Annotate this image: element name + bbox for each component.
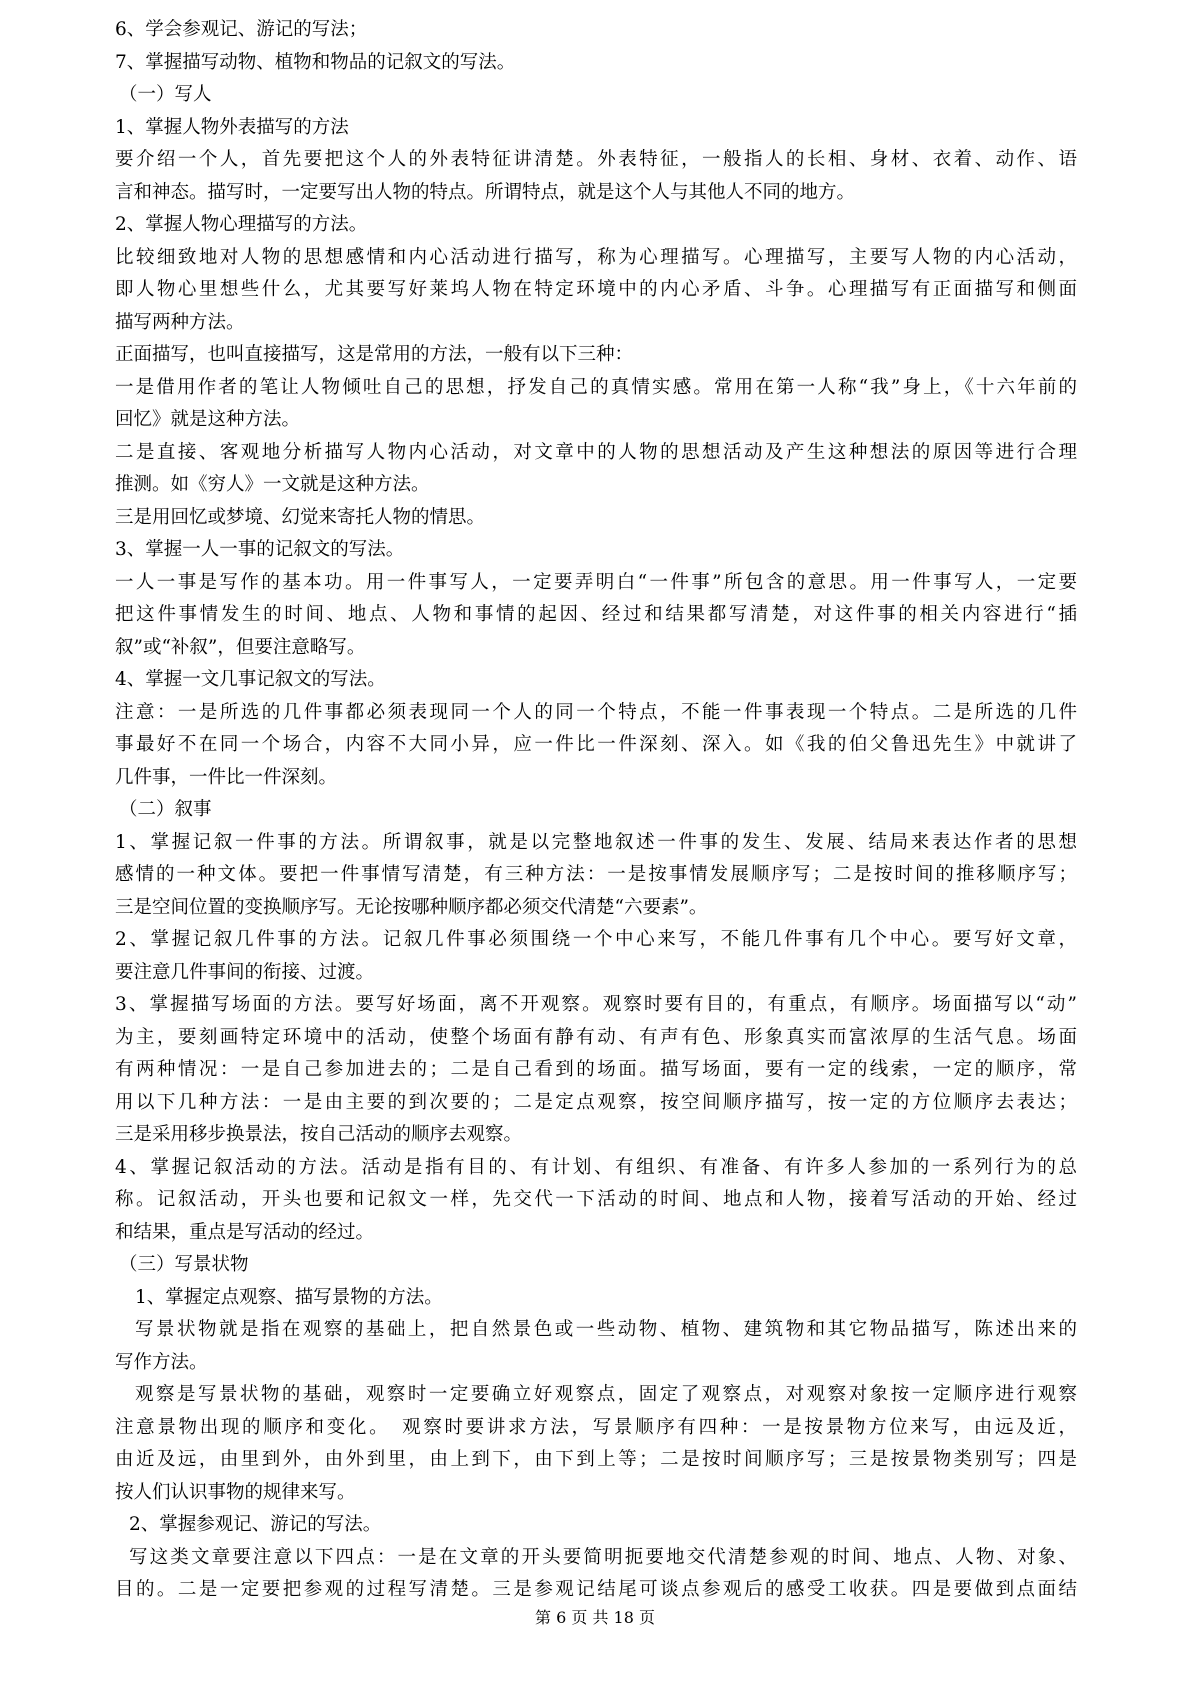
text-line: 1、掌握定点观察、描写景物的方法。 xyxy=(135,1286,443,1308)
text-line: 描写两种方法。 xyxy=(115,311,245,333)
text-line: 注意景物出现的顺序和变化。 观察时要讲求方法，写景顺序有四种：一是按景物方位来写，由远及近， xyxy=(115,1416,1077,1438)
page-footer: 第 6 页 共 18 页 xyxy=(535,1608,655,1627)
text-line: 一人一事是写作的基本功。用一件事写人，一定要弄明白“一件事”所包含的意思。用一件事写人，一定要 xyxy=(115,571,1077,593)
text-line: 写景状物就是指在观察的基础上，把自然景色或一些动物、植物、建筑物和其它物品描写，陈述出来的 xyxy=(135,1319,1077,1340)
text-line: 和结果，重点是写活动的经过。 xyxy=(115,1221,375,1243)
text-line: 写这类文章要注意以下四点：一是在文章的开头要简明扼要地交代清楚参观的时间、地点、人物、对象、 xyxy=(129,1546,1077,1568)
text-line: 观察是写景状物的基础，观察时一定要确立好观察点，固定了观察点，对观察对象按一定顺序进行观察 xyxy=(135,1384,1077,1405)
text-line: 即人物心里想些什么，尤其要写好莱坞人物在特定环境中的内心矛盾、斗争。心理描写有正面描写和侧面 xyxy=(115,279,1077,300)
text-line: 把这件事情发生的时间、地点、人物和事情的起因、经过和结果都写清楚，对这件事的相关内容进行“插 xyxy=(115,604,1077,625)
text-line: （三）写景状物 xyxy=(119,1254,249,1275)
text-line: 注意：一是所选的几件事都必须表现同一个人的同一个特点，不能一件事表现一个特点。二是所选的几件 xyxy=(115,701,1077,723)
text-line: 推测。如《穷人》一文就是这种方法。 xyxy=(115,474,430,495)
text-line: 写作方法。 xyxy=(115,1351,208,1373)
text-line: 2、掌握人物心理描写的方法。 xyxy=(115,214,368,235)
text-line: 用以下几种方法：一是由主要的到次要的；二是定点观察，按空间顺序描写，按一定的方位顺序去表达； xyxy=(115,1091,1077,1113)
text-line: 为主，要刻画特定环境中的活动，使整个场面有静有动、有声有色、形象真实而富浓厚的生活气息。场面 xyxy=(115,1026,1077,1048)
text-line: 三是采用移步换景法，按自己活动的顺序去观察。 xyxy=(115,1124,523,1145)
text-line: 叙”或“补叙”，但要注意略写。 xyxy=(115,636,366,658)
text-line: 称。记叙活动，开头也要和记叙文一样，先交代一下活动的时间、地点和人物，接着写活动的开始、经过 xyxy=(115,1189,1077,1210)
text-line: 6、学会参观记、游记的写法； xyxy=(115,19,368,40)
text-line: 三是空间位置的变换顺序写。无论按哪种顺序都必须交代清楚“六要素”。 xyxy=(115,896,708,918)
text-line: 有两种情况：一是自己参加进去的；二是自己看到的场面。描写场面，要有一定的线索，一定的顺序，常 xyxy=(115,1059,1077,1080)
text-line: 要介绍一个人，首先要把这个人的外表特征讲清楚。外表特征，一般指人的长相、身材、衣着、动作、语 xyxy=(115,149,1077,170)
text-line: 事最好不在同一个场合，内容不大同小异，应一件比一件深刻、深入。如《我的伯父鲁迅先生》中就讲了 xyxy=(115,734,1077,755)
text-line: 几件事，一件比一件深刻。 xyxy=(115,766,338,788)
text-line: 2、掌握参观记、游记的写法。 xyxy=(129,1514,382,1535)
text-line: 感情的一种文体。要把一件事情写清楚，有三种方法：一是按事情发展顺序写；二是按时间的推移顺序写； xyxy=(115,864,1077,885)
text-line: 正面描写，也叫直接描写，这是常用的方法，一般有以下三种： xyxy=(115,344,634,365)
text-line: （二）叙事 xyxy=(119,799,212,820)
text-line: 言和神态。描写时，一定要写出人物的特点。所谓特点，就是这个人与其他人不同的地方。 xyxy=(115,181,856,203)
text-line: 一是借用作者的笔让人物倾吐自己的思想，抒发自己的真情实感。常用在第一人称“我”身上，《十六年前的 xyxy=(115,376,1077,398)
text-line: 3、掌握描写场面的方法。要写好场面，离不开观察。观察时要有目的，有重点，有顺序。场面描写以“动” xyxy=(115,994,1077,1015)
text-line: 4、掌握一文几事记叙文的写法。 xyxy=(115,669,386,690)
text-line: 1、掌握记叙一件事的方法。所谓叙事，就是以完整地叙述一件事的发生、发展、结局来表达作者的思想 xyxy=(115,831,1077,853)
text-line: 三是用回忆或梦境、幻觉来寄托人物的情思。 xyxy=(115,506,486,528)
text-line: 4、掌握记叙活动的方法。活动是指有目的、有计划、有组织、有准备、有许多人参加的一系列行为的总 xyxy=(115,1156,1077,1178)
text-line: （一）写人 xyxy=(119,84,212,105)
text-line: 按人们认识事物的规律来写。 xyxy=(115,1481,356,1503)
text-line: 回忆》就是这种方法。 xyxy=(115,409,301,430)
text-line: 目的。二是一定要把参观的过程写清楚。三是参观记结尾可谈点参观后的感受工收获。四是要做到点面结 xyxy=(115,1579,1077,1600)
body-text xyxy=(115,14,1077,1607)
text-line: 要注意几件事间的衔接、过渡。 xyxy=(115,961,375,983)
text-line: 由近及远，由里到外，由外到里，由上到下，由下到上等；二是按时间顺序写；三是按景物类别写；四是 xyxy=(115,1449,1077,1470)
text-line: 1、掌握人物外表描写的方法 xyxy=(115,116,349,138)
text-line: 2、掌握记叙几件事的方法。记叙几件事必须围绕一个中心来写，不能几件事有几个中心。要写好文章， xyxy=(115,929,1077,950)
text-line: 7、掌握描写动物、植物和物品的记叙文的写法。 xyxy=(115,51,516,73)
text-line: 3、掌握一人一事的记叙文的写法。 xyxy=(115,539,405,560)
text-line: 二是直接、客观地分析描写人物内心活动，对文章中的人物的思想活动及产生这种想法的原因等进行合理 xyxy=(115,441,1077,463)
text-line: 比较细致地对人物的思想感情和内心活动进行描写，称为心理描写。心理描写，主要写人物的内心活动， xyxy=(115,246,1077,268)
